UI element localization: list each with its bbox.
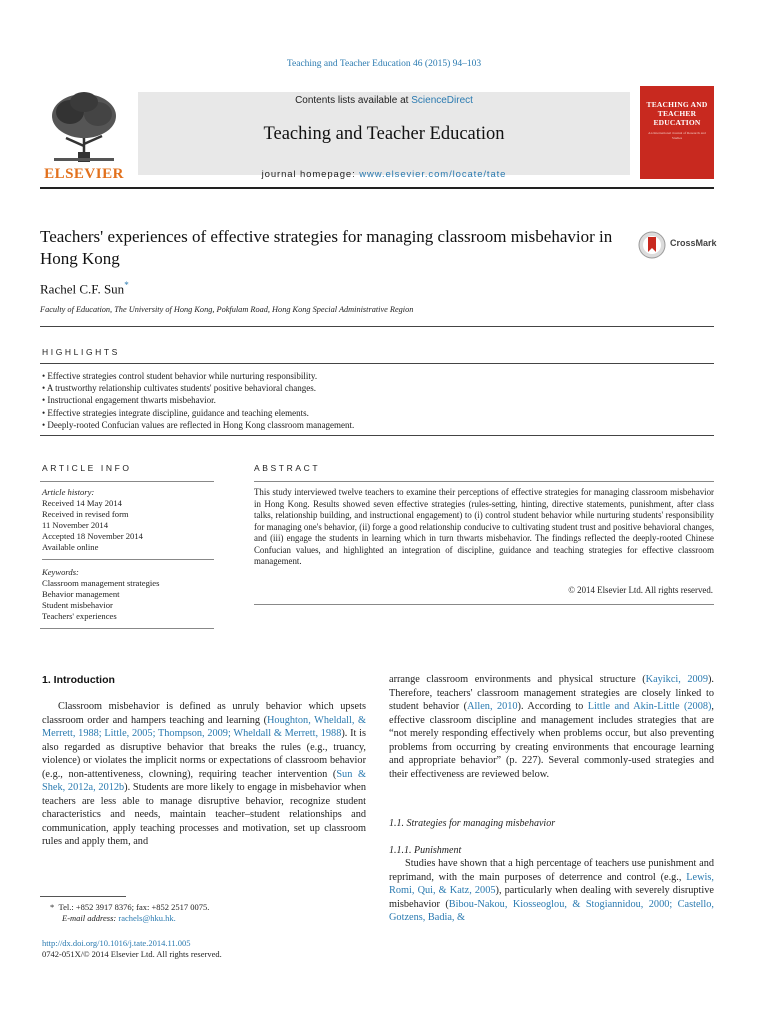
journal-citation[interactable]: Teaching and Teacher Education 46 (2015) 94–103: [286, 59, 482, 69]
doi-block: [42, 938, 222, 960]
author-footnote-mark[interactable]: *: [124, 280, 129, 290]
article-info-heading: ARTICLE INFO: [42, 463, 132, 473]
crossmark-badge[interactable]: [638, 231, 718, 259]
crossmark-icon: [638, 231, 666, 259]
journal-banner: [138, 92, 630, 180]
article-info: [42, 487, 214, 622]
highlight-item: • Effective strategies integrate discipline, guidance and teaching elements.: [42, 407, 702, 419]
citation-link[interactable]: Sun & Shek, 2012a, 2012b: [42, 768, 367, 794]
homepage-prefix: journal homepage:: [261, 169, 360, 180]
citation-link[interactable]: Little and Akin-Little (2008): [587, 701, 712, 713]
footnote-email-line: [50, 913, 209, 924]
cover-subtitle: An International Journal of Research and Studies: [648, 131, 706, 140]
author-affiliation: Faculty of Education, The University of Hong Kong, Pokfulam Road, Hong Kong Special Administrative Region: [40, 305, 414, 314]
keywords-rule: [42, 559, 214, 560]
contents-line: [138, 95, 630, 106]
highlights-heading: HIGHLIGHTS: [42, 347, 120, 357]
crossmark-label: CrossMark: [670, 238, 717, 248]
email-link[interactable]: rachels@hku.hk.: [118, 913, 176, 923]
history-entry: 11 November 2014: [42, 520, 109, 530]
keyword: Behavior management: [42, 589, 120, 599]
history-label: Article history:: [42, 487, 95, 497]
citation-link[interactable]: Bibou-Nakou, Kiosseoglou, & Stogiannidou, 2000; Castello, Gotzens, Badia, &: [389, 898, 714, 924]
article-info-bottom-rule: [40, 628, 214, 629]
highlight-item: • Effective strategies control student behavior while nurturing responsibility.: [42, 370, 702, 382]
highlight-item: • Deeply-rooted Confucian values are reflected in Hong Kong classroom management.: [42, 419, 702, 431]
body-column-right-punishment: [389, 857, 714, 925]
body-text: ). According to: [517, 701, 588, 713]
body-text: ). Therefore, teachers' classroom management strategies are closely linked to student behavior (: [389, 674, 714, 713]
citation-link[interactable]: Allen, 2010: [467, 701, 518, 713]
article-title: Teachers' experiences of effective strategies for managing classroom misbehavior in Hong Kong: [40, 227, 613, 268]
body-column-left: [42, 700, 366, 849]
section-heading-introduction: 1. Introduction: [42, 674, 115, 686]
contents-prefix: Contents lists available at: [295, 95, 412, 106]
highlights-list: [42, 370, 702, 431]
body-text: Classroom misbehavior is defined as unruly behavior which upsets classroom order and hampers teaching and learning (: [42, 701, 366, 726]
body-text: ), particularly when dealing with severely disruptive misbehavior (: [389, 885, 714, 910]
citation-link[interactable]: Lewis, Romi, Qui, & Katz, 2005: [389, 871, 714, 897]
masthead-divider: [40, 187, 714, 189]
keyword: Student misbehavior: [42, 600, 113, 610]
sciencedirect-link[interactable]: ScienceDirect: [411, 95, 473, 106]
abstract-bottom-rule: [254, 604, 714, 605]
article-info-rule: [40, 481, 214, 482]
body-text: ). Students are more likely to engage in misbehavior when teachers are less able to manage disruptive behavior, recognize student characteristics and needs, maintain teacher–student relationships and communication, apply teaching processes and motivation, set up classroom rules and apply them, and: [42, 782, 367, 848]
elsevier-wordmark[interactable]: ELSEVIER: [44, 166, 124, 182]
author-name-text: Rachel C.F. Sun: [40, 281, 125, 297]
keyword: Teachers' experiences: [42, 611, 117, 621]
homepage-line: [138, 169, 630, 180]
history-entry: Received 14 May 2014: [42, 498, 122, 508]
subsection-heading: 1.1. Strategies for managing misbehavior: [389, 818, 556, 829]
footnote-contact: [50, 902, 209, 913]
body-text: Studies have shown that a high percentage of teachers use punishment and reprimand, with the main purposes of deterrence and control (e.g.,: [389, 858, 714, 883]
history-entry: Accepted 18 November 2014: [42, 531, 143, 541]
highlights-bottom-rule: [40, 435, 714, 436]
issn-line: 0742-051X/© 2014 Elsevier Ltd. All rights reserved.: [42, 949, 222, 959]
doi-link[interactable]: http://dx.doi.org/10.1016/j.tate.2014.11.005: [42, 938, 191, 948]
body-text: ). It is also regarded as disruptive behavior that breaks the rules (e.g., truancy, violence) or violates the implicit norms or expectations of classroom behavior (e.g., non-attentiveness, clowning), requiring teacher intervention (: [42, 728, 366, 780]
affiliation-divider: [40, 326, 714, 327]
keyword: Classroom management strategies: [42, 578, 160, 588]
body-text: arrange classroom environments and physical structure (: [389, 674, 646, 685]
abstract-rule: [254, 481, 714, 482]
author-name: [40, 280, 129, 297]
citation-link[interactable]: Kayikci, 2009: [645, 674, 708, 685]
history-entry: Available online: [42, 542, 99, 552]
abstract-heading: ABSTRACT: [254, 463, 321, 473]
journal-masthead: [40, 86, 714, 182]
subsubsection-heading: 1.1.1. Punishment: [389, 845, 462, 856]
journal-homepage-link[interactable]: www.elsevier.com/locate/tate: [359, 169, 507, 180]
body-text: , effective classroom discipline and management includes strategies that are “not merely responding effectively when problems occur, but also preventing problems from occurring by creating environments that encourage learning and appropriate behavior” (p. 227). Several commonly-used strategies and their effectiveness are reviewed below.: [389, 701, 714, 780]
keywords-label: Keywords:: [42, 567, 79, 577]
highlight-item: • A trustworthy relationship cultivates students' positive behavioral changes.: [42, 382, 702, 394]
cover-title: TEACHING AND TEACHER EDUCATION: [646, 100, 708, 127]
journal-name: Teaching and Teacher Education: [263, 124, 505, 144]
email-label: E-mail address:: [62, 913, 119, 923]
abstract-copyright: © 2014 Elsevier Ltd. All rights reserved.: [568, 585, 713, 595]
highlight-item: • Instructional engagement thwarts misbehavior.: [42, 394, 702, 406]
author-footnote: [50, 902, 209, 924]
footnote-rule: [40, 896, 126, 897]
body-column-right: [389, 673, 714, 781]
history-entry: Received in revised form: [42, 509, 129, 519]
footnote-contact-text: Tel.: +852 3917 8376; fax: +852 2517 0075.: [58, 902, 210, 912]
journal-cover-thumbnail[interactable]: [640, 86, 714, 179]
citation-link[interactable]: Houghton, Wheldall, & Merrett, 1988; Little, 2005; Thompson, 2009; Wheldall & Merrett, 1988: [42, 714, 367, 740]
abstract-text: This study interviewed twelve teachers to examine their perceptions of effective strategies for managing classroom misbehavior in Hong Kong. Results showed seven effective strategies (rules-setting, hinting, directive statements, punishment, after class talks, relationship building, and instructional engagement) to (i) control student behavior while nurturing students' responsibility for managing one's behavior, (ii) forge a good relationship conducive to cultivating student trust and positive behavioral changes, and (iii) engage the students in learning which in turn thwarts misbehavior. The findings reflected the deeply-rooted Chinese Confucian values, and highlighted an integration of discipline, guidance and teaching strategies for effective classroom management.: [254, 487, 714, 566]
highlights-top-rule: [40, 363, 714, 364]
footnote-mark: *: [50, 902, 55, 912]
